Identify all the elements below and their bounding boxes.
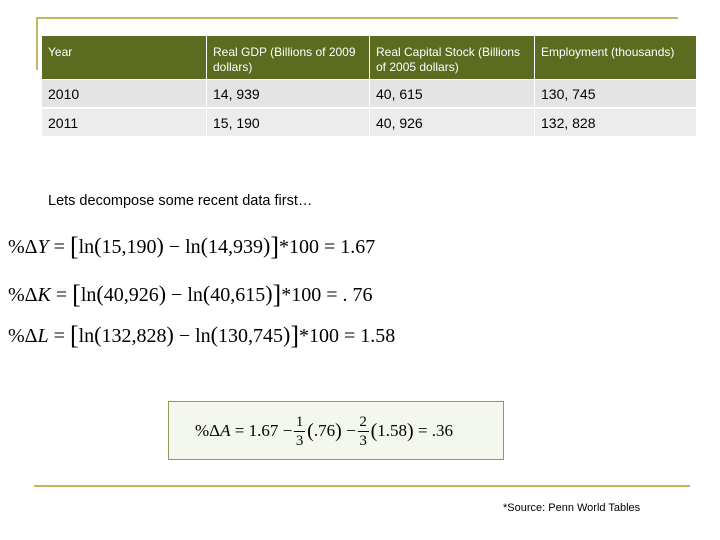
- fraction-one-third: [294, 414, 305, 449]
- equation-result: *100 = . 76: [281, 284, 373, 306]
- intro-text: Lets decompose some recent data first…: [48, 193, 313, 209]
- fraction-denominator: 3: [359, 432, 367, 449]
- table-cell: 15, 190: [207, 108, 370, 136]
- frame-left-line: [36, 17, 38, 70]
- equation-lhs: %Δ: [8, 284, 38, 306]
- table-cell: 132, 828: [535, 108, 697, 136]
- equation-value-a: 132,828: [101, 325, 167, 347]
- fraction-numerator: 2: [359, 413, 367, 430]
- tfp-start: = 1.67 −: [234, 421, 293, 440]
- tfp-lhs: %Δ: [195, 421, 221, 440]
- table-cell: 40, 926: [370, 108, 535, 136]
- table-cell: 130, 745: [535, 80, 697, 109]
- equation-value-a: 40,926: [103, 284, 159, 306]
- equation-var: Y: [37, 236, 49, 258]
- header-gdp: Real GDP (Billions of 2009 dollars): [207, 36, 370, 80]
- fraction-two-thirds: [358, 414, 369, 449]
- table-cell: 2010: [42, 80, 207, 109]
- tfp-equation: %Δ A = 1.67 − $\frac{1}{3}$ ( .76 ) − $\frac{2}{3}$ ( 1.58 ) = .36: [195, 413, 454, 449]
- source-note: *Source: Penn World Tables: [503, 502, 641, 514]
- table-cell: 2011: [42, 108, 207, 136]
- tfp-term-labor: 1.58: [377, 421, 408, 440]
- equation-lhs: %Δ: [8, 325, 38, 347]
- header-employment: Employment (thousands): [535, 36, 697, 80]
- tfp-term-capital: .76: [313, 421, 336, 440]
- fraction-numerator: 1: [295, 413, 304, 430]
- header-year: Year: [42, 36, 207, 80]
- table-cell: 40, 615: [370, 80, 535, 109]
- equation-value-a: 15,190: [101, 236, 157, 258]
- table-row: [42, 80, 697, 109]
- tfp-equation-box: [168, 401, 504, 460]
- data-table: [42, 36, 697, 136]
- tfp-var: A: [220, 421, 231, 440]
- header-capital: Real Capital Stock (Billions of 2005 dollars): [370, 36, 535, 80]
- table-row: [42, 108, 697, 136]
- equation-var: L: [37, 325, 49, 347]
- fraction-denominator: 3: [295, 432, 304, 449]
- equation-lhs: %Δ: [8, 236, 38, 258]
- table-header-row: [42, 36, 697, 80]
- equation-output-growth: %ΔY = [ln(15,190) − ln(14,939)]*100 = 1.67: [8, 232, 376, 261]
- tfp-result: = .36: [417, 421, 454, 440]
- table-cell: 14, 939: [207, 80, 370, 109]
- frame-top-line: [36, 17, 678, 19]
- equation-value-b: 130,745: [218, 325, 283, 347]
- equation-capital-growth: %ΔK = [ln(40,926) − ln(40,615)]*100 = . 76: [8, 280, 373, 309]
- equation-labor-growth: %ΔL = [ln(132,828) − ln(130,745)]*100 = 1.58: [8, 321, 396, 350]
- equation-result: *100 = 1.58: [299, 325, 396, 347]
- equation-var: K: [37, 284, 51, 306]
- equation-value-b: 14,939: [208, 236, 263, 258]
- equation-result: *100 = 1.67: [279, 236, 376, 258]
- frame-bottom-line: [34, 485, 690, 487]
- equation-value-b: 40,615: [210, 284, 266, 306]
